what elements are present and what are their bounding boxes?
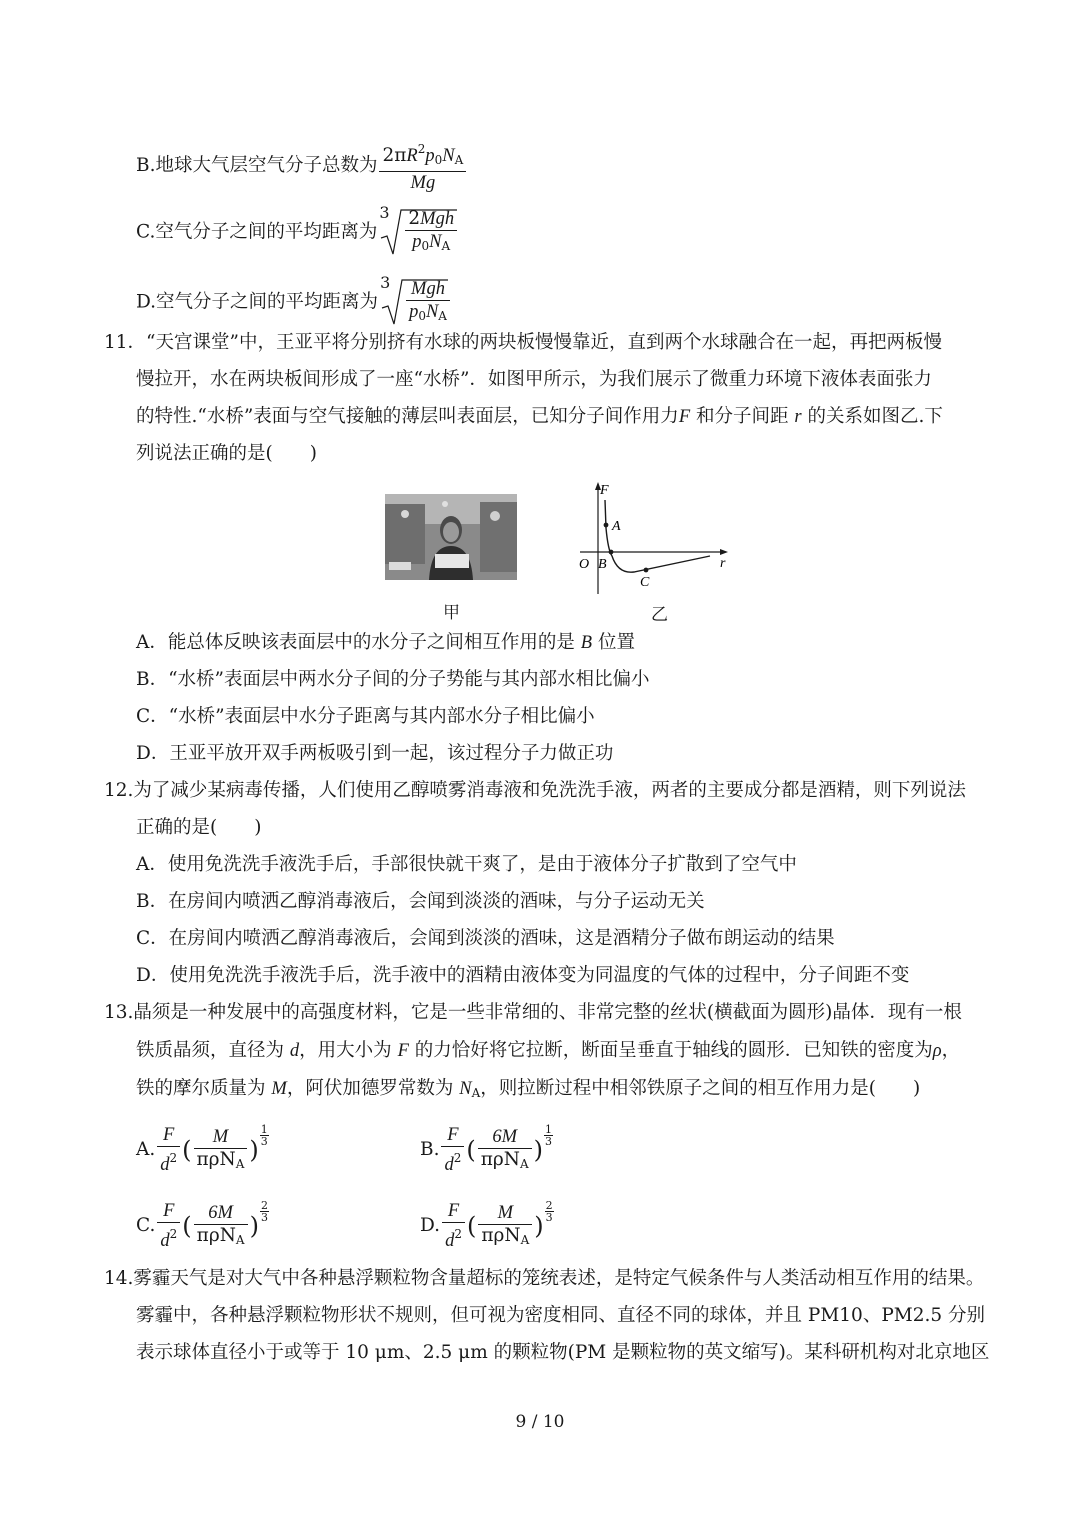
label-c: C [640, 575, 650, 590]
force-curve [605, 500, 710, 572]
q11-stem-line3: 的特性.“水桥”表面与空气接触的薄层叫表面层，已知分子间作用力F 和分子间距 r 的关系如图乙.下 [136, 406, 943, 427]
q11-option-b: B．“水桥”表面层中两水分子间的分子势能与其内部水相比偏小 [136, 669, 650, 690]
r-axis-arrow [720, 549, 728, 555]
force-distance-graph [570, 478, 740, 598]
q12-stem-line2: 正确的是( ) [136, 817, 262, 838]
point-c [644, 568, 649, 573]
q12-option-b: B．在房间内喷洒乙醇消毒液后，会闻到淡淡的酒味，与分子运动无关 [136, 891, 705, 912]
q13-option-d: D. $\frac{F}{d^2}$ ( $\frac{M}{\pi\rho N_A}$ ) $\frac{2}{3}$ [420, 1199, 553, 1251]
label-o: O [579, 557, 590, 572]
q10-option-b: B.地球大气层空气分子总数为 $\frac{2\pi R^2p_0N_A}{Mg}$ [136, 138, 468, 194]
q11-stem-line2: 慢拉开，水在两块板间形成了一座“水桥”．如图甲所示，为我们展示了微重力环境下液体表面张力 [136, 369, 932, 390]
q10-option-d: D.空气分子之间的平均距离为 3 $\frac{\text{Mgh}}{p_0N_A}$ [136, 278, 452, 327]
q13-option-b: B. $\frac{F}{d^2}$ ( $\frac{6M}{\pi\rho N_A}$ ) $\frac{1}{3}$ [420, 1123, 553, 1175]
q10-option-c: C.空气分子之间的平均距离为 3 $\frac{\text{2Mgh}}{p_0N_A}$ [136, 208, 459, 257]
q12-option-d: D．使用免洗洗手液洗手后，洗手液中的酒精由液体变为同温度的气体的过程中，分子间距不变 [136, 965, 910, 986]
q10-d-cube-root: 3 $\frac{\text{Mgh}}{p_0N_A}$ [378, 278, 452, 327]
label-f: F [600, 483, 609, 498]
q11-stem-line1: 11．“天宫课堂”中，王亚平将分别挤有水球的两块板慢慢靠近，直到两个水球融合在一起，再把两板慢 [104, 332, 942, 353]
q11-option-a: A．能总体反映该表面层中的水分子之间相互作用的是 B 位置 [136, 632, 635, 653]
q14-stem-line3: 表示球体直径小于或等于 10 μm、2.5 μm 的颗粒物(PM 是颗粒物的英文缩写)。某科研机构对北京地区 [136, 1342, 990, 1363]
label-r: r [720, 556, 726, 571]
q13-option-c: C. $\frac{F}{d^2}$ ( $\frac{6M}{\pi\rho N_A}$ ) $\frac{2}{3}$ [136, 1199, 268, 1251]
page-number: 9 / 10 [515, 1412, 565, 1432]
q13-stem-line1: 13.晶须是一种发展中的高强度材料，它是一些非常细的、非常完整的丝状(横截面为圆形)晶体．现有一根 [104, 1002, 962, 1023]
point-a [604, 523, 609, 528]
q10-c-cube-root: 3 $\frac{\text{2Mgh}}{p_0N_A}$ [377, 208, 459, 257]
figure-caption-jia: 甲 [443, 603, 460, 623]
q13-stem-line3: 铁的摩尔质量为 M，阿伏加德罗常数为 $N_A$，则拉断过程中相邻铁原子之间的相互作用力是( ) [136, 1078, 921, 1100]
q13-option-a: A. $\frac{F}{d^2}$ ( $\frac{M}{\pi\rho N_A}$ ) $\frac{1}{3}$ [136, 1123, 268, 1175]
label-a: A [612, 519, 621, 534]
q14-stem-line2: 雾霾中，各种悬浮颗粒物形状不规则，但可视为密度相同、直径不同的球体，并且 PM10、PM2.5 分别 [136, 1305, 986, 1326]
q11-option-d: D．王亚平放开双手两板吸引到一起，该过程分子力做正功 [136, 743, 614, 764]
q14-stem-line1: 14.雾霾天气是对大气中各种悬浮颗粒物含量超标的笼统表述，是特定气候条件与人类活动相互作用的结果。 [104, 1268, 985, 1289]
q12-option-c: C．在房间内喷洒乙醇消毒液后，会闻到淡淡的酒味，这是酒精分子做布朗运动的结果 [136, 928, 835, 949]
q12-stem-line1: 12.为了减少某病毒传播，人们使用乙醇喷雾消毒液和免洗洗手液，两者的主要成分都是酒精，则下列说法 [104, 780, 966, 801]
water-bridge-photo [385, 494, 517, 580]
label-b: B [598, 557, 607, 572]
q11-option-c: C．“水桥”表面层中水分子距离与其内部水分子相比偏小 [136, 706, 595, 727]
point-b [609, 550, 614, 555]
q12-option-a: A．使用免洗洗手液洗手后，手部很快就干爽了，是由于液体分子扩散到了空气中 [136, 854, 797, 875]
figure-caption-yi: 乙 [651, 605, 668, 625]
q10-b-fraction: $\frac{2\pi R^2p_0N_A}{Mg}$ [379, 138, 466, 194]
q11-stem-line4: 列说法正确的是( ) [136, 443, 317, 464]
q13-stem-line2: 铁质晶须，直径为 d，用大小为 F 的力恰好将它拉断，断面呈垂直于轴线的圆形．已知铁的密度为ρ， [136, 1040, 961, 1061]
